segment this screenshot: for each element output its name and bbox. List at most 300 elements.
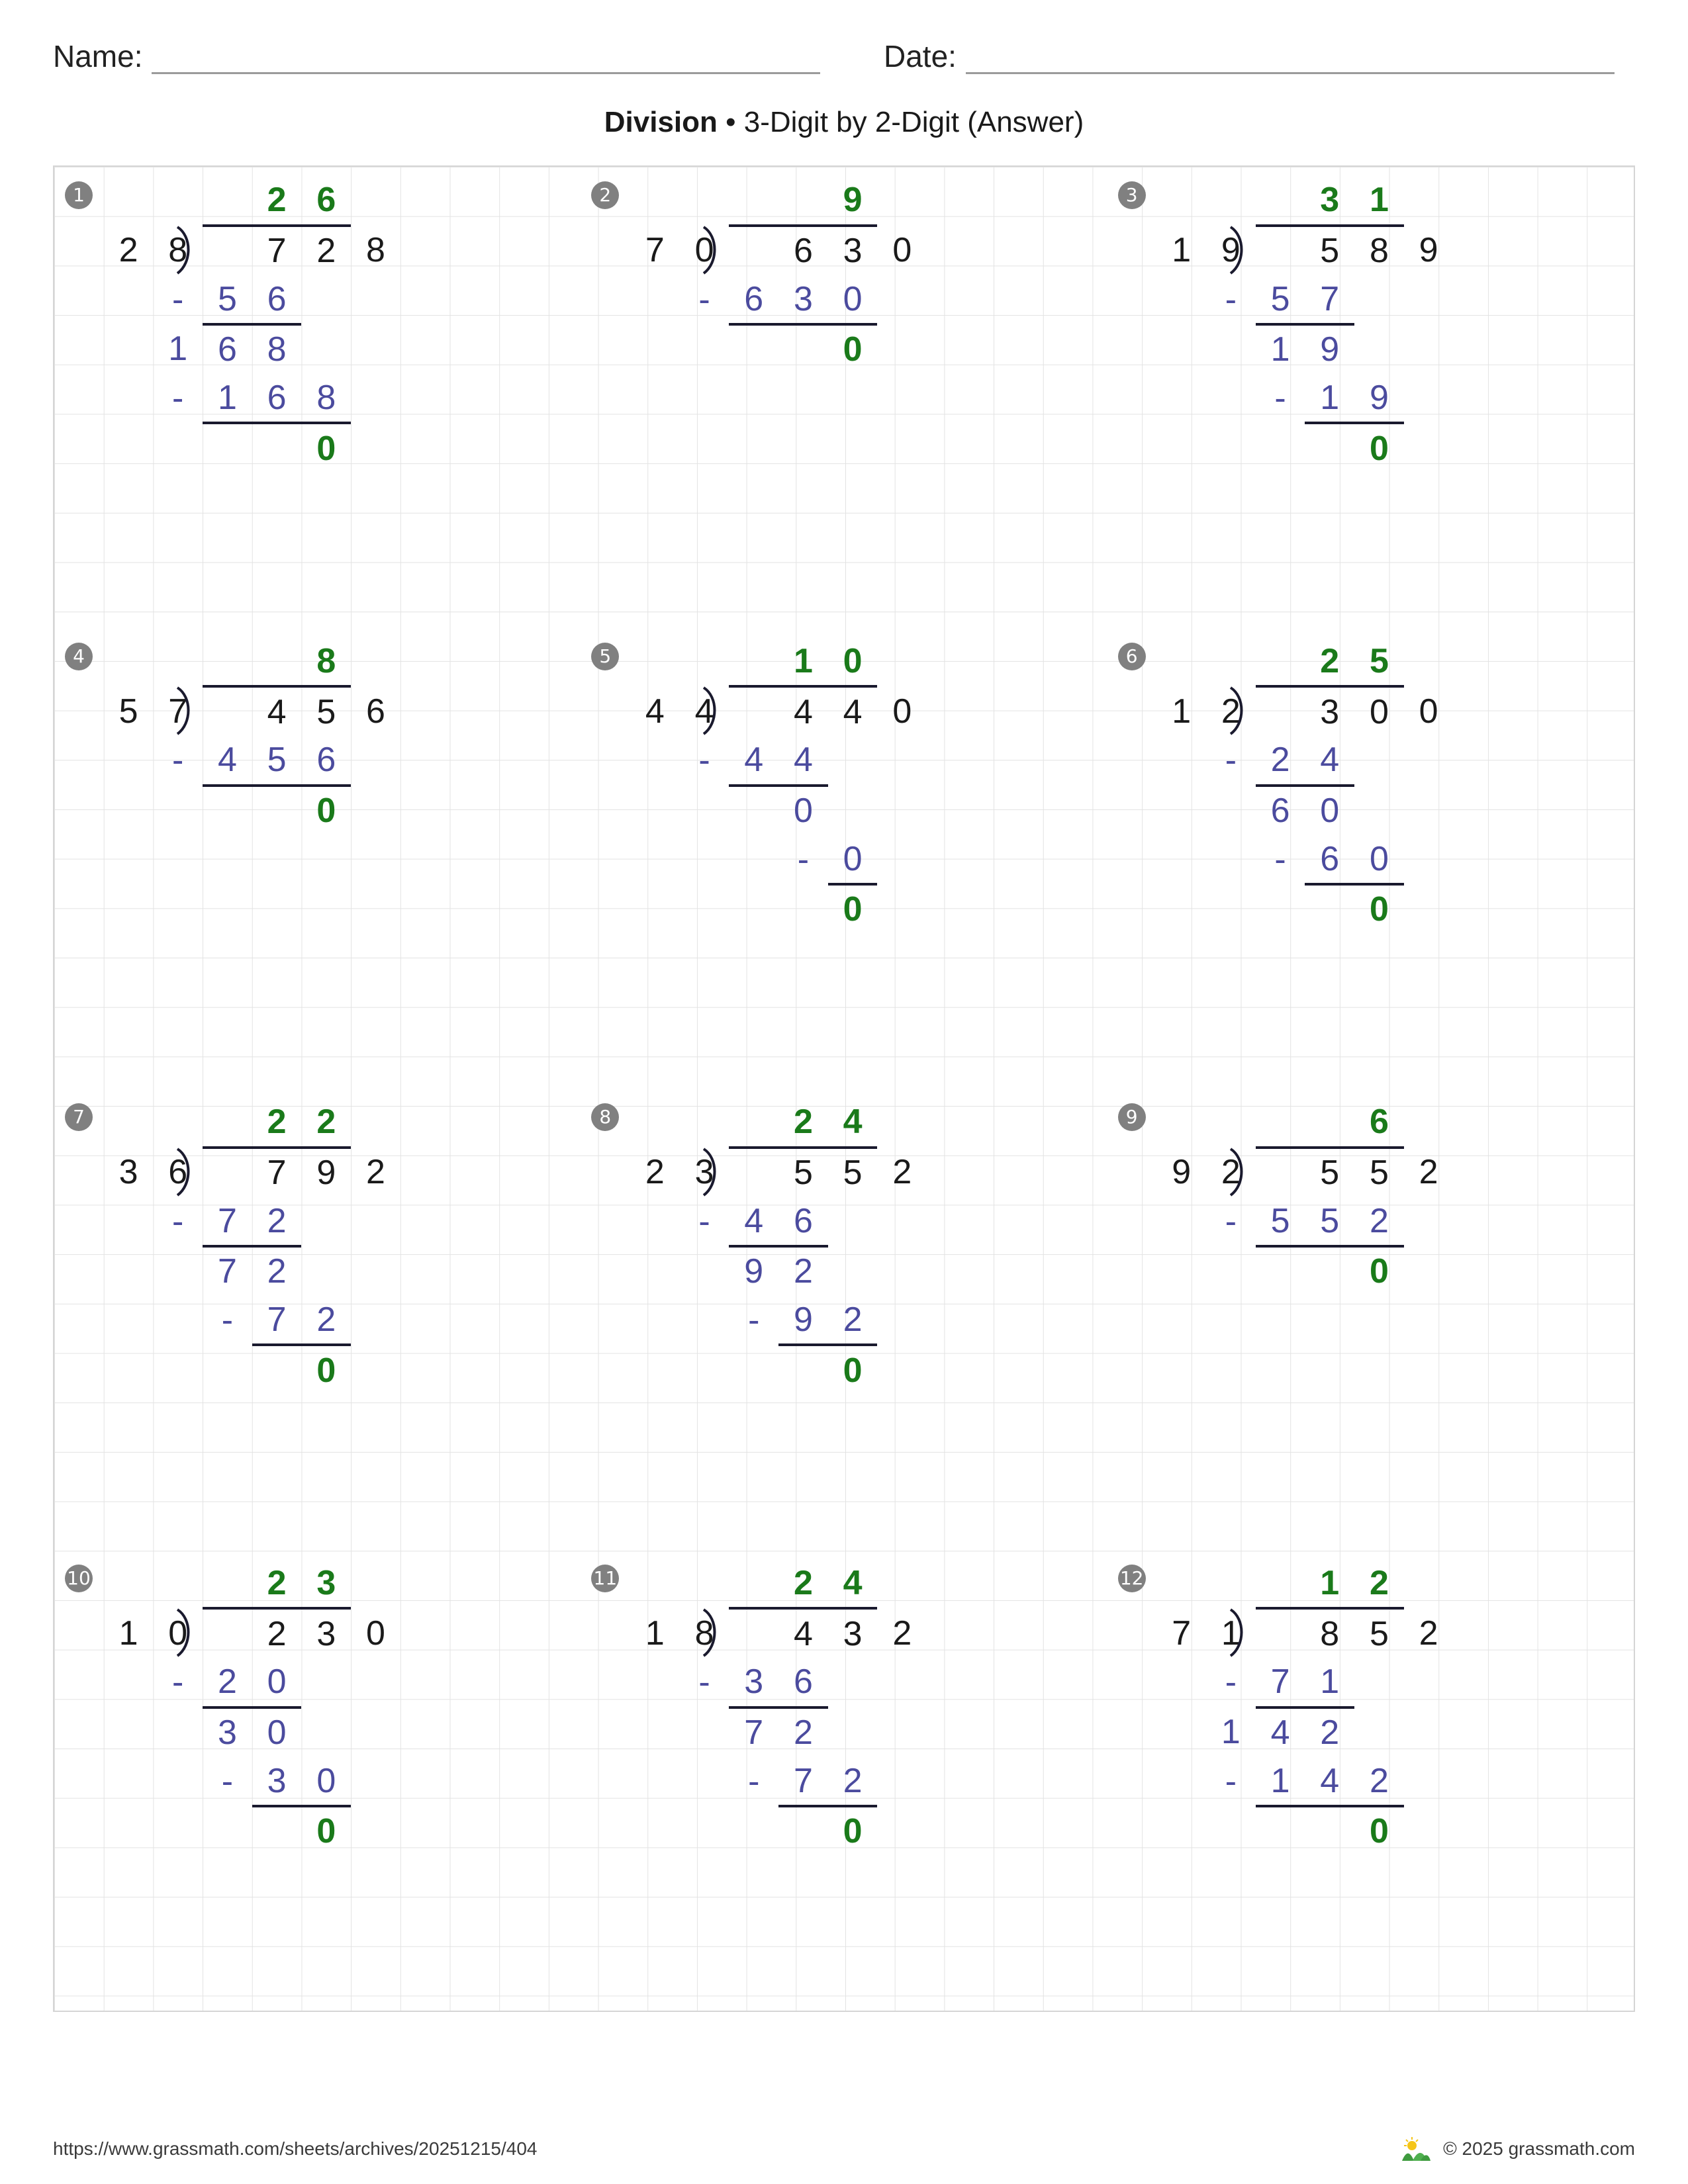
final-remainder-digit: 0 (843, 890, 863, 929)
spacer-cell (1107, 835, 1157, 884)
final-remainder-digit: 0 (316, 791, 336, 830)
spacer-cell (877, 324, 927, 374)
work-digit: 1 (1270, 330, 1290, 369)
spacer-cell (203, 1806, 252, 1856)
divisor-dividend-row (581, 1608, 976, 1658)
spacer-cell (877, 1559, 927, 1609)
work-digit: 6 (252, 275, 302, 324)
spacer-cell (153, 176, 203, 226)
work-digit: 9 (778, 1296, 828, 1345)
work-row (54, 1806, 450, 1856)
spacer-cell (54, 324, 104, 374)
spacer-cell (630, 1296, 680, 1345)
quotient-digit: 2 (1305, 637, 1354, 687)
dividend-digit: 5 (316, 692, 336, 731)
spacer-cell (351, 1098, 400, 1148)
spacer-cell (630, 1246, 680, 1296)
spacer-cell (252, 1806, 302, 1856)
dividend-digit: 4 (267, 692, 287, 731)
spacer-cell (351, 736, 400, 786)
spacer-cell (581, 686, 630, 736)
footer-right (1401, 2136, 1635, 2161)
quotient-digit: 3 (301, 1559, 351, 1609)
spacer-cell (1404, 1197, 1454, 1246)
work-digit: 5 (1256, 275, 1305, 324)
spacer-cell (104, 423, 154, 473)
long-division-work (54, 1098, 450, 1394)
work-digit: 6 (301, 736, 351, 786)
spacer-cell (877, 786, 927, 835)
spacer-cell (54, 1246, 104, 1296)
spacer-cell (828, 736, 878, 786)
work-digit: 6 (1270, 791, 1290, 830)
work-row (54, 786, 450, 835)
spacer-cell (1156, 1197, 1206, 1246)
spacer-cell (1354, 786, 1404, 835)
spacer-cell (1107, 275, 1157, 324)
spacer-cell (54, 226, 104, 275)
spacer-cell (927, 1148, 976, 1197)
long-division-work (54, 637, 450, 835)
spacer-cell (680, 884, 729, 934)
work-row (581, 1806, 976, 1856)
division-bracket-icon (1256, 1608, 1305, 1658)
spacer-cell (1354, 1658, 1404, 1707)
spacer-cell (877, 1296, 927, 1345)
work-digit: 7 (203, 1197, 252, 1246)
spacer-cell (351, 374, 400, 424)
date-write-line[interactable] (966, 38, 1615, 74)
divisor-digit: 7 (645, 231, 665, 270)
spacer-cell (581, 1197, 630, 1246)
dividend-digit: 0 (1419, 692, 1438, 731)
minus-sign: - (1225, 741, 1237, 780)
dividend-digit: 5 (1369, 1154, 1389, 1193)
quotient-bar (203, 637, 252, 687)
spacer-cell (680, 1296, 729, 1345)
spacer-cell (1206, 1806, 1256, 1856)
work-row (1107, 374, 1503, 424)
quotient-digit: 8 (301, 637, 351, 687)
work-digit: 1 (1256, 1756, 1305, 1806)
work-digit: 6 (778, 1658, 828, 1707)
spacer-cell (1156, 176, 1206, 226)
spacer-cell (104, 1345, 154, 1394)
spacer-cell (778, 324, 828, 374)
division-problem (581, 1550, 1107, 2011)
spacer-cell (104, 1197, 154, 1246)
spacer-cell (1107, 884, 1157, 934)
quotient-digit: 4 (828, 1098, 878, 1148)
divisor-dividend-row (1107, 1608, 1503, 1658)
divisor-digit: 9 (1172, 1153, 1192, 1192)
spacer-cell (680, 176, 729, 226)
work-row (54, 1756, 450, 1806)
spacer-cell (54, 1658, 104, 1707)
quotient-digit: 6 (301, 176, 351, 226)
work-row (54, 1246, 450, 1296)
spacer-cell (351, 176, 400, 226)
spacer-cell (1206, 1559, 1256, 1609)
spacer-cell (1107, 736, 1157, 786)
division-bracket-icon (729, 226, 778, 275)
dividend-digit: 3 (843, 1614, 863, 1653)
spacer-cell (104, 324, 154, 374)
spacer-cell (1404, 1559, 1454, 1609)
spacer-cell (104, 374, 154, 424)
spacer-cell (680, 1559, 729, 1609)
divisor-digit: 6 (168, 1153, 188, 1192)
division-bracket-icon (1256, 686, 1305, 736)
spacer-cell (1404, 176, 1454, 226)
quotient-bar (729, 1098, 778, 1148)
work-row (1107, 1246, 1503, 1296)
quotient-row (581, 1098, 976, 1148)
work-digit: 0 (828, 835, 878, 884)
problem-number-badge: 11 (591, 1565, 619, 1592)
quotient-row (54, 1559, 450, 1609)
dividend-digit: 2 (267, 1614, 287, 1653)
work-digit: 6 (252, 374, 302, 424)
spacer-cell (54, 1148, 104, 1197)
work-digit: 6 (1305, 835, 1354, 884)
spacer-cell (1206, 884, 1256, 934)
work-row (1107, 324, 1503, 374)
quotient-digit: 1 (1305, 1559, 1354, 1609)
spacer-cell (104, 637, 154, 687)
long-division-work (54, 176, 450, 473)
spacer-cell (104, 275, 154, 324)
worksheet-footer (53, 2136, 1635, 2161)
dividend-digit: 3 (1320, 692, 1340, 731)
problem-number-badge: 2 (591, 181, 619, 209)
divisor-digit: 2 (645, 1153, 665, 1192)
minus-sign: - (172, 741, 184, 780)
divisor-digit: 0 (694, 231, 714, 270)
work-row (581, 1756, 976, 1806)
spacer-cell (1404, 884, 1454, 934)
quotient-row (581, 176, 976, 226)
spacer-cell (1206, 324, 1256, 374)
quotient-digit: 2 (778, 1559, 828, 1609)
spacer-cell (1156, 275, 1206, 324)
quotient-bar (1256, 637, 1305, 687)
date-field[interactable] (884, 38, 1635, 74)
spacer-cell (1404, 1756, 1454, 1806)
long-division-work (1107, 1098, 1503, 1296)
spacer-cell (630, 1756, 680, 1806)
spacer-cell (680, 1756, 729, 1806)
spacer-cell (104, 1756, 154, 1806)
work-digit: 2 (203, 1658, 252, 1707)
divisor-dividend-row (581, 686, 976, 736)
spacer-cell (581, 835, 630, 884)
dividend-digit: 5 (793, 1154, 813, 1193)
division-bracket-icon (729, 686, 778, 736)
quotient-bar (1256, 1098, 1305, 1148)
spacer-cell (153, 1559, 203, 1609)
quotient-digit: 2 (1354, 1559, 1404, 1609)
minus-sign: - (698, 280, 710, 319)
spacer-cell (104, 1098, 154, 1148)
divisor-dividend-row (1107, 1148, 1503, 1197)
work-digit: 3 (217, 1713, 237, 1752)
spacer-cell (104, 786, 154, 835)
problem-number-badge: 10 (65, 1565, 93, 1592)
problem-grid (54, 167, 1634, 2011)
spacer-cell (581, 226, 630, 275)
work-digit: 2 (267, 1252, 287, 1291)
minus-sign: - (172, 1202, 184, 1241)
long-division-work (581, 1098, 976, 1394)
spacer-cell (630, 176, 680, 226)
spacer-cell (877, 176, 927, 226)
quotient-bar (1256, 1559, 1305, 1609)
work-row (581, 1246, 976, 1296)
work-digit: 2 (1320, 1713, 1340, 1752)
minus-sign: - (221, 1301, 234, 1340)
spacer-cell (729, 835, 778, 884)
spacer-cell (54, 736, 104, 786)
quotient-digit: 5 (1354, 637, 1404, 687)
spacer-cell (1156, 423, 1206, 473)
spacer-cell (1156, 1098, 1206, 1148)
work-row (581, 1707, 976, 1757)
dividend-digit: 7 (267, 1154, 287, 1193)
work-digit: 2 (252, 1197, 302, 1246)
long-division-work (1107, 637, 1503, 934)
divisor-digit: 4 (645, 692, 665, 731)
spacer-cell (153, 1707, 203, 1757)
spacer-cell (1107, 1148, 1157, 1197)
spacer-cell (680, 1246, 729, 1296)
divisor-digit: 1 (1172, 692, 1192, 731)
work-row (1107, 275, 1503, 324)
spacer-cell (927, 686, 976, 736)
spacer-cell (54, 374, 104, 424)
spacer-cell (400, 226, 450, 275)
spacer-cell (351, 1658, 400, 1707)
division-bracket-icon (203, 1148, 252, 1197)
spacer-cell (680, 1707, 729, 1757)
minus-sign: - (1225, 1762, 1237, 1801)
dividend-digit: 2 (1419, 1153, 1438, 1192)
spacer-cell (729, 884, 778, 934)
spacer-cell (153, 1296, 203, 1345)
spacer-cell (729, 1806, 778, 1856)
work-digit: 8 (301, 374, 351, 424)
minus-sign: - (698, 1202, 710, 1241)
spacer-cell (630, 1559, 680, 1609)
spacer-cell (1156, 884, 1206, 934)
spacer-cell (680, 1806, 729, 1856)
spacer-cell (203, 423, 252, 473)
spacer-cell (1305, 1246, 1354, 1296)
spacer-cell (630, 1098, 680, 1148)
spacer-cell (778, 1345, 828, 1394)
minus-sign: - (1225, 1202, 1237, 1241)
spacer-cell (630, 1658, 680, 1707)
spacer-cell (828, 1197, 878, 1246)
divisor-digit: 1 (1221, 1614, 1241, 1653)
spacer-cell (400, 1608, 450, 1658)
quotient-bar (729, 637, 778, 687)
minus-sign: - (698, 1663, 710, 1702)
spacer-cell (104, 1806, 154, 1856)
work-row (1107, 835, 1503, 884)
divisor-dividend-row (54, 686, 450, 736)
dividend-digit: 2 (366, 1153, 385, 1192)
work-digit: 1 (1305, 374, 1354, 424)
work-row (581, 1658, 976, 1707)
spacer-cell (1107, 226, 1157, 275)
final-remainder-digit: 0 (843, 1812, 863, 1851)
spacer-cell (153, 1806, 203, 1856)
spacer-cell (1404, 1246, 1454, 1296)
spacer-cell (581, 1296, 630, 1345)
dividend-digit: 6 (366, 692, 385, 731)
spacer-cell (1107, 374, 1157, 424)
dividend-digit: 4 (793, 692, 813, 731)
divisor-digit: 8 (694, 1614, 714, 1653)
work-row (54, 736, 450, 786)
work-row (1107, 736, 1503, 786)
divisor-digit: 7 (168, 692, 188, 731)
quotient-bar (729, 176, 778, 226)
dividend-digit: 3 (316, 1614, 336, 1653)
work-digit: 0 (267, 1713, 287, 1752)
division-problem (581, 167, 1107, 628)
spacer-cell (351, 423, 400, 473)
quotient-bar (778, 176, 828, 226)
spacer-cell (1206, 637, 1256, 687)
spacer-cell (581, 786, 630, 835)
sun-grass-logo-icon (1401, 2136, 1431, 2161)
work-row (1107, 786, 1503, 835)
spacer-cell (1156, 637, 1206, 687)
spacer-cell (1156, 1806, 1206, 1856)
spacer-cell (1206, 835, 1256, 884)
spacer-cell (1206, 423, 1256, 473)
work-digit: 6 (217, 330, 237, 369)
quotient-row (1107, 637, 1503, 687)
spacer-cell (1404, 835, 1454, 884)
work-digit: 2 (793, 1252, 813, 1291)
spacer-cell (1404, 324, 1454, 374)
spacer-cell (301, 1658, 351, 1707)
source-url[interactable]: https://www.grassmath.com/sheets/archives/20251215/404 (53, 2138, 538, 2159)
quotient-bar (252, 637, 302, 687)
work-digit: 0 (793, 791, 813, 830)
division-problem (54, 628, 581, 1089)
work-row (54, 1296, 450, 1345)
work-row (581, 786, 976, 835)
work-digit: 1 (168, 330, 188, 369)
spacer-cell (54, 1756, 104, 1806)
dividend-digit: 2 (316, 232, 336, 271)
spacer-cell (351, 1345, 400, 1394)
minus-sign: - (1274, 840, 1286, 879)
work-row (1107, 423, 1503, 473)
minus-sign: - (172, 379, 184, 418)
spacer-cell (54, 1197, 104, 1246)
name-label: Name: (53, 39, 143, 73)
work-row (1107, 1806, 1503, 1856)
spacer-cell (1354, 275, 1404, 324)
copyright-text: © 2025 grassmath.com (1443, 2138, 1635, 2159)
long-division-work (54, 1559, 450, 1856)
name-field[interactable] (53, 38, 837, 74)
quotient-row (1107, 176, 1503, 226)
spacer-cell (729, 786, 778, 835)
spacer-cell (104, 736, 154, 786)
spacer-cell (778, 1806, 828, 1856)
divisor-digit: 5 (118, 692, 138, 731)
work-digit: 5 (203, 275, 252, 324)
quotient-row (581, 637, 976, 687)
spacer-cell (54, 786, 104, 835)
quotient-digit: 2 (252, 176, 302, 226)
spacer-cell (153, 423, 203, 473)
dividend-digit: 5 (843, 1154, 863, 1193)
spacer-cell (877, 637, 927, 687)
spacer-cell (104, 1658, 154, 1707)
spacer-cell (630, 1806, 680, 1856)
division-problem (1107, 167, 1634, 628)
work-digit: 8 (267, 330, 287, 369)
quotient-bar (1305, 1098, 1354, 1148)
spacer-cell (1404, 786, 1454, 835)
problem-number-badge: 6 (1118, 643, 1146, 670)
spacer-cell (581, 1756, 630, 1806)
long-division-work (581, 1559, 976, 1856)
divisor-dividend-row (54, 1148, 450, 1197)
spacer-cell (581, 1246, 630, 1296)
dividend-digit: 9 (316, 1154, 336, 1193)
name-write-line[interactable] (152, 38, 820, 74)
spacer-cell (1156, 1756, 1206, 1806)
work-row (581, 1197, 976, 1246)
spacer-cell (630, 324, 680, 374)
spacer-cell (1107, 423, 1157, 473)
spacer-cell (1453, 226, 1503, 275)
spacer-cell (630, 1345, 680, 1394)
final-remainder-digit: 0 (1369, 1812, 1389, 1851)
problem-number-badge: 4 (65, 643, 93, 670)
final-remainder-digit: 0 (1369, 1252, 1389, 1291)
dividend-digit: 3 (843, 232, 863, 271)
spacer-cell (828, 1658, 878, 1707)
spacer-cell (1453, 1148, 1503, 1197)
spacer-cell (54, 423, 104, 473)
spacer-cell (581, 1806, 630, 1856)
division-problem (581, 628, 1107, 1089)
work-row (54, 423, 450, 473)
spacer-cell (1453, 686, 1503, 736)
spacer-cell (1404, 1806, 1454, 1856)
quotient-row (581, 1559, 976, 1609)
spacer-cell (1156, 324, 1206, 374)
spacer-cell (729, 1345, 778, 1394)
work-digit: 3 (778, 275, 828, 324)
long-division-work (1107, 176, 1503, 473)
work-row (581, 835, 976, 884)
problem-number-badge: 1 (65, 181, 93, 209)
quotient-digit: 6 (1354, 1098, 1404, 1148)
quotient-digit: 2 (252, 1098, 302, 1148)
spacer-cell (778, 884, 828, 934)
work-row (581, 1296, 976, 1345)
